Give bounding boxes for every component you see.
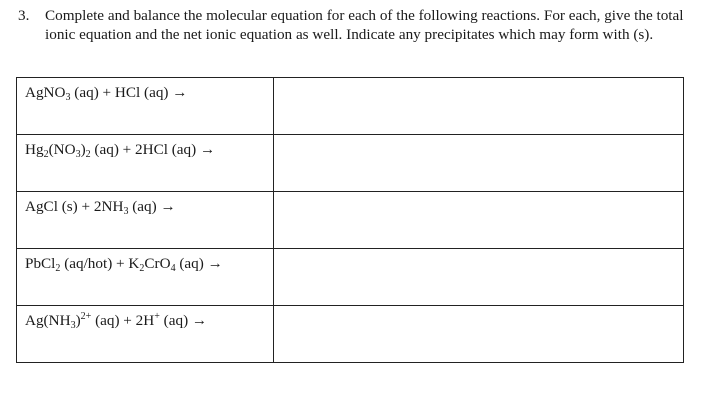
subscript: 4	[170, 263, 176, 274]
equation-text: PbCl	[25, 255, 56, 272]
equation-text: (aq) →	[159, 312, 208, 329]
subscript: 3	[75, 149, 81, 160]
reaction-equation-cell	[17, 249, 274, 306]
reaction-equation	[17, 78, 273, 103]
reaction-row	[17, 135, 684, 192]
equation-text: AgCl (s) + 2NH	[25, 198, 124, 215]
subscript: 2	[55, 263, 61, 274]
question-number: 3.	[18, 7, 30, 24]
subscript: 2	[139, 263, 145, 274]
question-prompt	[18, 6, 688, 44]
reaction-equation-cell	[17, 135, 274, 192]
equation-text: )	[75, 312, 81, 329]
subscript: 3	[65, 92, 71, 103]
subscript: 2	[85, 149, 91, 160]
equation-text: (aq/hot) + K	[60, 255, 140, 272]
equation-text: (aq) →	[175, 255, 223, 272]
reaction-row	[17, 78, 684, 135]
answer-cell[interactable]	[274, 135, 684, 192]
superscript: +	[154, 311, 160, 322]
reaction-equation-cell	[17, 78, 274, 135]
equation-text: )	[80, 141, 86, 158]
answer-cell[interactable]	[274, 306, 684, 363]
reaction-equation	[17, 192, 273, 217]
answer-cell[interactable]	[274, 78, 684, 135]
reaction-equation	[17, 306, 273, 331]
equation-text: AgNO	[25, 84, 66, 101]
equation-text: (aq) + HCl (aq) →	[70, 84, 188, 101]
reaction-equation	[17, 135, 273, 160]
question-text: Complete and balance the molecular equation for each of the following reactions. For each, give the total ionic equation and the net ionic equation as well. Indicate any precipitates which may form with (s).	[45, 7, 684, 43]
reaction-equation-cell	[17, 306, 274, 363]
equation-text: Hg	[25, 141, 44, 158]
subscript: 2	[43, 149, 49, 160]
equation-text: (NO	[48, 141, 76, 158]
reaction-equation-cell	[17, 192, 274, 249]
equation-text: (aq) + 2HCl (aq) →	[90, 141, 216, 158]
reaction-table	[16, 77, 684, 363]
subscript: 3	[70, 320, 76, 331]
equation-text: Ag(NH	[25, 312, 71, 329]
equation-text: (aq) →	[128, 198, 176, 215]
superscript: 2+	[80, 311, 92, 322]
answer-cell[interactable]	[274, 192, 684, 249]
equation-text: (aq) + 2H	[91, 312, 155, 329]
reaction-row	[17, 192, 684, 249]
equation-text: CrO	[144, 255, 171, 272]
reaction-equation	[17, 249, 273, 274]
reaction-table-body	[17, 78, 684, 363]
reaction-row	[17, 306, 684, 363]
subscript: 3	[123, 206, 129, 217]
answer-cell[interactable]	[274, 249, 684, 306]
reaction-row	[17, 249, 684, 306]
